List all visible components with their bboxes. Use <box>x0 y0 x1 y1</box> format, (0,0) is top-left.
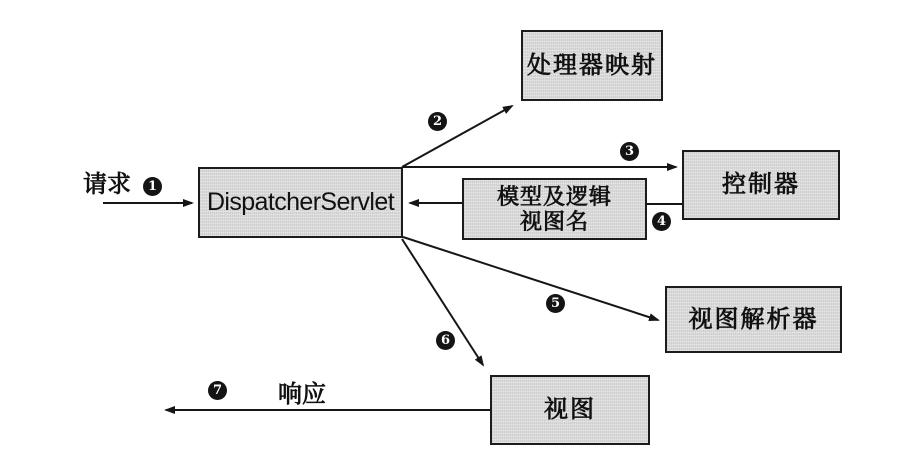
node-model-view-label-line1: 模型及逻辑 <box>496 183 612 209</box>
step-badge-1: 1 <box>143 177 162 196</box>
arrow-to-handler-mapping <box>402 106 512 167</box>
step-badge-4: 4 <box>652 212 671 231</box>
node-view-resolver-label: 视图解析器 <box>688 305 819 333</box>
arrow-to-view-resolver <box>403 237 658 320</box>
step-badge-3: 3 <box>620 142 639 161</box>
node-view <box>490 375 650 445</box>
node-view-label: 视图 <box>544 396 596 424</box>
step-badge-2: 2 <box>428 112 447 131</box>
node-controller-label: 控制器 <box>722 171 800 199</box>
step-badge-6: 6 <box>436 331 455 350</box>
step-badge-5: 5 <box>546 294 565 313</box>
node-model-view-label-line2: 视图名 <box>519 209 589 234</box>
request-label: 请求 <box>83 171 131 198</box>
node-dispatcher-servlet-label: DispatcherServlet <box>206 188 395 216</box>
node-dispatcher-servlet <box>198 167 403 238</box>
node-controller <box>682 150 840 220</box>
response-label: 响应 <box>278 381 326 408</box>
node-handler-mapping <box>521 30 663 101</box>
node-handler-mapping-label: 处理器映射 <box>527 51 657 79</box>
node-view-resolver <box>665 286 842 353</box>
step-badge-7: 7 <box>208 381 227 400</box>
node-model-and-logical-view-name <box>462 178 647 240</box>
